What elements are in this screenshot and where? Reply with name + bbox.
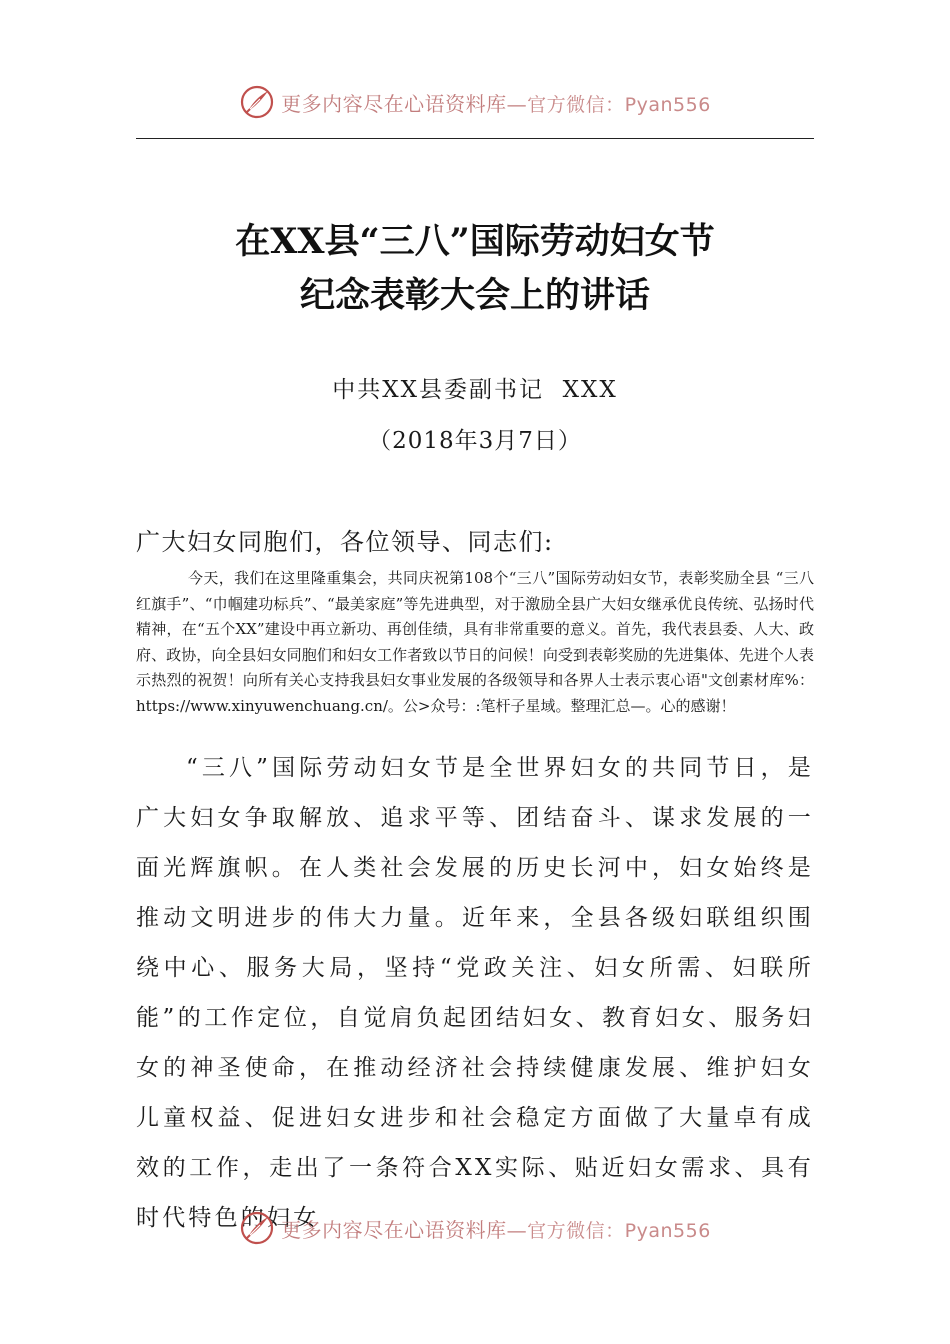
salutation: 广大妇女同胞们，各位领导、同志们: xyxy=(136,528,554,556)
title-line-1: 在XX县“三八”国际劳动妇女节 xyxy=(235,221,715,262)
wechat-id: 官方微信：Pyan556 xyxy=(527,93,711,116)
header-banner xyxy=(0,82,950,122)
title-line-2: 纪念表彰大会上的讲话 xyxy=(299,275,650,316)
date-line: （2018年3月7日） xyxy=(368,428,582,454)
feather-pen-logo-icon xyxy=(239,84,275,120)
wechat-id: 官方微信：Pyan556 xyxy=(527,1219,711,1242)
feather-pen-logo-icon xyxy=(239,1210,275,1246)
body-paragraph: “三八”国际劳动妇女节是全世界妇女的共同节日，是广大妇女争取解放、追求平等、团结奋斗、谋求发展的一面光辉旗帜。在人类社会发展的历史长河中，妇女始终是推动文明进步的伟大力量。近年来，全县各级妇联组织围绕中心、服务大局，坚持“党政关注、妇女所需、妇联所能”的工作定位，自觉肩负起团结妇女、教育妇女、服务妇女的神圣使命，在推动经济社会持续健康发展、维护妇女儿童权益、促进妇女进步和社会稳定方面做了大量卓有成效的工作，走出了一条符合XX实际、贴近妇女需求、具有时代特色的妇女 xyxy=(136,755,814,1231)
author-line: 中共XX县委副书记 XXX xyxy=(332,377,618,403)
banner-text: 更多内容尽在心语资料库—官方微信：Pyan556 xyxy=(281,1217,711,1242)
footer-banner xyxy=(0,1208,950,1248)
opening-paragraph: 今天，我们在这里隆重集会，共同庆祝第108个“三八”国际劳动妇女节，表彰奖励全县 “三八红旗手”、“巾帼建功标兵”、“最美家庭”等先进典型，对于激励全县广大妇女继承优良传统、弘扬时代精神，在“五个XX”建设中再立新功、再创佳绩，具有非常重要的意义。首先，我代表县委、人大、政府、政协，向全县妇女同胞们和妇女工作者致以节日的问候！向受到表彰奖励的先进集体、先进个人表示热烈的祝贺！向所有关心支持我县妇女事业发展的各级领导和各界人士表示衷心语"文创素材库%：https://www.xinyuwenchuang.cn/。公>众号：:笔杆子星域。整理汇总—。心的感谢！ xyxy=(136,569,814,715)
document-title xyxy=(0,215,950,323)
header-divider xyxy=(136,138,814,139)
banner-text: 更多内容尽在心语资料库—官方微信：Pyan556 xyxy=(281,91,711,116)
